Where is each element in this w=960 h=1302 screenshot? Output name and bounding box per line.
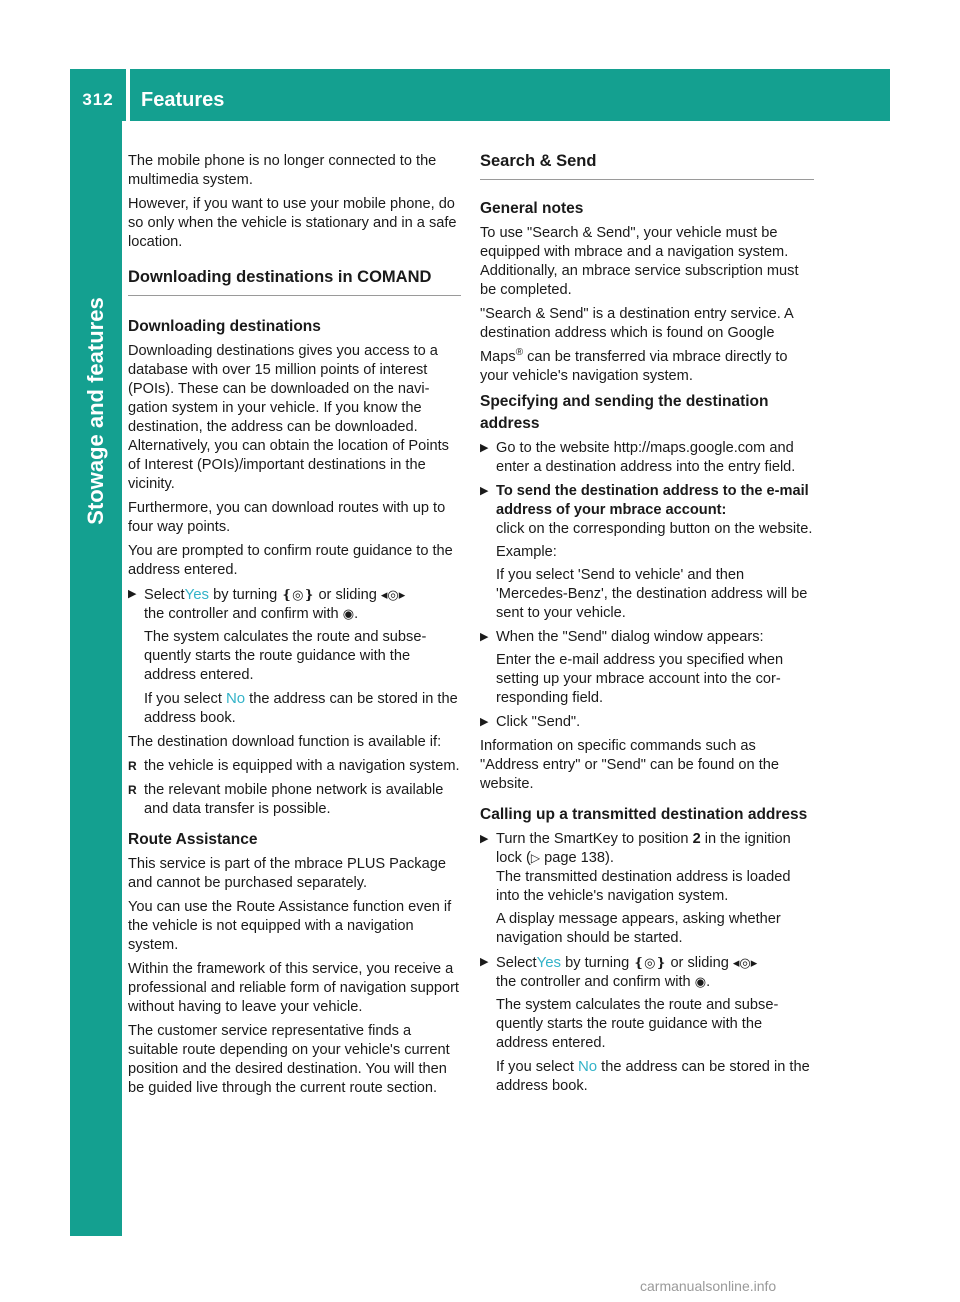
- paragraph: The customer service representative finds a suitable route depending on your vehicle's current position and the desired destination. You will then be guided live through the current route section.: [128, 1023, 450, 1096]
- watermark: carmanualsonline.info: [640, 1278, 777, 1294]
- step-arrow-icon: ▶: [480, 715, 489, 728]
- subheading: Downloading destinations: [128, 318, 321, 335]
- step-result: The system calculates the route and subsequently starts the route guidance with the address entered.: [496, 996, 779, 1051]
- paragraph: The destination download function is available if:: [128, 734, 442, 750]
- step-text: click on the corresponding button on the website.: [496, 520, 813, 537]
- bullet-icon: R: [128, 783, 137, 797]
- instruction-step: [480, 953, 814, 1096]
- step-note: If you select No the address can be stored in the address book.: [496, 1057, 810, 1094]
- paragraph: Within the framework of this service, you receive a professional and reliable form of navigation support without having to leave your vehicle.: [128, 961, 459, 1015]
- instruction-step: [128, 585, 461, 728]
- controller-turn-icon: ❴◎❵: [633, 955, 667, 971]
- instruction-step: [480, 713, 814, 732]
- ui-option-no: No: [577, 1057, 598, 1075]
- step-result: A display message appears, asking whether navigation should be started.: [496, 910, 781, 946]
- paragraph: Information on specific commands such as "Address entry" or "Send" can be found on the website.: [480, 737, 780, 792]
- step-text: SelectYes by turning ❴◎❵ or sliding ◂◎▸ the controller and confirm with ◉.: [496, 953, 758, 990]
- step-text: Go to the website http://maps.google.com and enter a destination address into the entry field.: [496, 439, 796, 475]
- page-reference-icon: ▷: [530, 850, 541, 865]
- step-note: If you select No the address can be stored in the address book.: [144, 690, 458, 726]
- section-heading: Downloading destinations in COMAND: [128, 268, 461, 296]
- ui-option-yes: Yes: [184, 586, 210, 603]
- controller-slide-icon: ◂◎▸: [380, 588, 406, 603]
- ui-option-no: No: [225, 690, 246, 707]
- page-header: [70, 69, 890, 121]
- side-tab: [70, 121, 122, 1236]
- step-example-text: If you select 'Send to vehicle' and then 'Mercedes-Benz', the destination address will be sent to your vehicle.: [496, 566, 808, 621]
- subheading: General notes: [480, 200, 584, 217]
- paragraph: You can use the Route Assistance function even if the vehicle is not equipped with a navigation system.: [128, 899, 452, 953]
- side-tab-label: Stowage and features: [83, 297, 108, 525]
- step-result: The system calculates the route and subsequently starts the route guidance with the address entered.: [144, 629, 427, 683]
- step-arrow-icon: ▶: [480, 484, 489, 497]
- paragraph: You are prompted to confirm route guidance to the address entered.: [128, 543, 453, 578]
- step-arrow-icon: ▶: [480, 955, 489, 968]
- section-heading: Search & Send: [480, 152, 814, 180]
- instruction-step: [480, 439, 814, 477]
- page-number: 312: [82, 90, 114, 109]
- ui-option-yes: Yes: [536, 953, 562, 971]
- instruction-step: [480, 628, 814, 708]
- intro-paragraph: The mobile phone is no longer connected to the multimedia system.: [128, 153, 437, 188]
- step-text: SelectYes by turning ❴◎❵ or sliding ◂◎▸ the controller and confirm with ◉.: [144, 586, 406, 622]
- subheading: Calling up a transmitted destination address: [480, 805, 808, 823]
- controller-press-icon: ◉: [342, 607, 355, 622]
- step-arrow-icon: ▶: [480, 630, 489, 643]
- left-column: [128, 152, 461, 1103]
- step-arrow-icon: ▶: [480, 441, 489, 454]
- paragraph: Downloading destinations gives you access to a database with over 15 million points of interest (POIs). These can be downloaded on the navigation system in your vehicle. If you know the destination, the address can be downloaded. Alternatively, you can obtain the location of Points of Interest (POIs)/important destinations in the vicinity.: [128, 343, 449, 492]
- subheading: Specifying and sending the destination address: [480, 392, 769, 432]
- subheading: Route Assistance: [128, 831, 258, 848]
- list-item: R the vehicle is equipped with a navigation system.: [128, 758, 460, 774]
- paragraph: Furthermore, you can download routes with up to four way points.: [128, 500, 446, 535]
- intro-paragraph: However, if you want to use your mobile phone, do so only when the vehicle is stationary and in a safe location.: [128, 196, 457, 250]
- bullet-icon: R: [128, 759, 137, 773]
- step-arrow-icon: ▶: [128, 588, 137, 600]
- chapter-title: Features: [141, 89, 225, 111]
- instruction-step: [480, 830, 814, 948]
- instruction-step: [480, 482, 814, 623]
- step-title: To send the destination address to the e-mail address of your mbrace account:: [496, 482, 809, 518]
- step-text: When the "Send" dialog window appears:: [496, 628, 764, 645]
- right-column: [480, 152, 814, 1101]
- step-result: Enter the e-mail address you specified when setting up your mbrace account into the corresponding field.: [496, 651, 784, 706]
- step-text: Click "Send".: [496, 713, 581, 730]
- header-divider: [126, 69, 130, 121]
- paragraph: To use "Search & Send", your vehicle must be equipped with mbrace and a navigation system. Additionally, an mbrace service subscription must be completed.: [480, 225, 799, 298]
- controller-turn-icon: ❴◎❵: [281, 588, 315, 603]
- controller-press-icon: ◉: [694, 974, 707, 990]
- paragraph: This service is part of the mbrace PLUS Package and cannot be purchased separately.: [128, 856, 446, 891]
- step-text: Turn the SmartKey to position 2 in the ignition lock (▷ page 138). The transmitted destination address is loaded into the vehicle's navigation system.: [496, 830, 791, 904]
- step-arrow-icon: ▶: [480, 832, 489, 845]
- paragraph: "Search & Send" is a destination entry service. A destination address which is found on Google Maps® can be transferred via mbrace directly to your vehicle's navigation system.: [480, 306, 793, 384]
- step-example-label: Example:: [496, 543, 557, 560]
- list-item: R the relevant mobile phone network is available and data transfer is possible.: [128, 782, 444, 817]
- controller-slide-icon: ◂◎▸: [732, 955, 758, 971]
